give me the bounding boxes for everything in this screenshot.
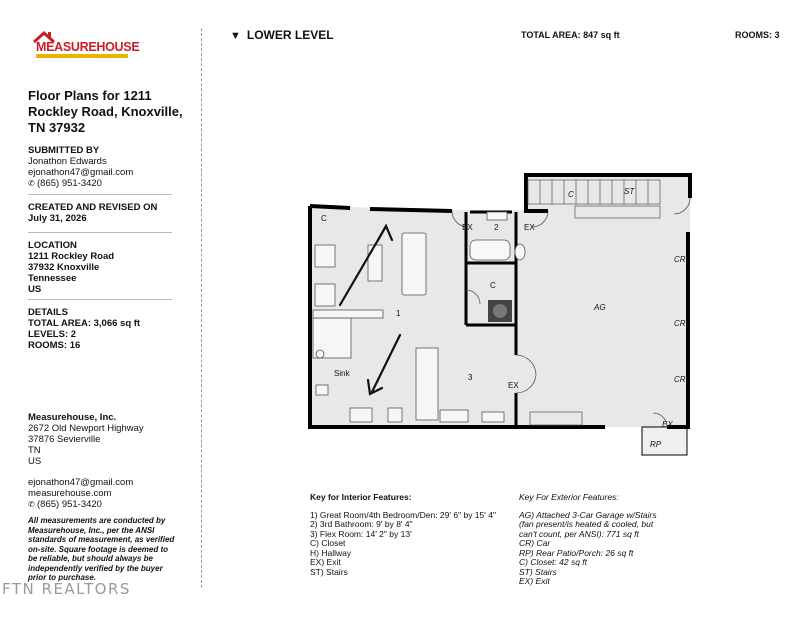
- label-sink: Sink: [334, 369, 350, 378]
- created-section: [28, 202, 178, 224]
- key-item: C) Closet: [310, 538, 346, 548]
- level-title-text: LOWER LEVEL: [246, 28, 334, 42]
- company-section: [28, 412, 178, 510]
- label-car-2: CR: [674, 319, 686, 328]
- phone-icon: ✆: [28, 500, 35, 509]
- submitter-phone-number: (865) 951-3420: [37, 178, 102, 189]
- label-car-3: CR: [674, 375, 686, 384]
- key-item: CR) Car: [519, 538, 551, 548]
- key-exterior-heading: Key For Exterior Features:: [519, 492, 619, 502]
- sidebar-divider: [201, 28, 202, 588]
- phone-icon: ✆: [28, 179, 35, 188]
- key-item: RP) Rear Patio/Porch: 26 sq ft: [519, 547, 634, 558]
- label-bathroom: 2: [494, 223, 499, 232]
- label-exit-patio: EX: [662, 420, 673, 429]
- details-total-area: TOTAL AREA: 3,066 sq ft: [28, 318, 141, 329]
- company-city: 37876 Sevierville: [28, 434, 101, 445]
- submitter-phone[interactable]: [28, 178, 178, 189]
- company-website[interactable]: measurehouse.com: [28, 488, 112, 499]
- label-exit-right: EX: [524, 223, 535, 232]
- location-country: US: [28, 284, 42, 295]
- disclaimer: All measurements are conducted by Measurehouse, Inc., per the ANSI standards of measurement, as verified on-site. Square footage is deemed to be reliable, but should always be independently verified by the buyer prior to purchase.: [28, 516, 175, 582]
- key-item: H) Hallway: [310, 547, 352, 558]
- details-heading: DETAILS: [28, 307, 68, 318]
- label-exit-left: EX: [462, 223, 473, 232]
- label-stairs: ST: [624, 187, 635, 196]
- company-name: Measurehouse, Inc.: [28, 412, 117, 423]
- divider: [28, 194, 172, 195]
- key-item: C) Closet: 42 sq ft: [519, 557, 588, 567]
- details-section: [28, 307, 178, 351]
- watermark: FTN REALTORS: [2, 580, 131, 598]
- location-section: [28, 240, 178, 295]
- company-phone-number: (865) 951-3420: [37, 499, 102, 510]
- key-item: EX) Exit: [519, 576, 550, 586]
- company-street: 2672 Old Newport Highway: [28, 423, 144, 434]
- floor-plan: [300, 168, 696, 462]
- label-exit-flex: EX: [508, 381, 519, 390]
- details-levels: LEVELS: 2: [28, 329, 77, 340]
- plan-title: Floor Plans for 1211 Rockley Road, Knoxville, TN 37932: [28, 88, 183, 135]
- key-interior-heading: Key for Interior Features:: [310, 492, 412, 502]
- key-item: 2) 3rd Bathroom: 9' by 8' 4": [310, 519, 413, 529]
- label-great-room: 1: [396, 309, 401, 318]
- submitted-heading: SUBMITTED BY: [28, 145, 100, 156]
- location-heading: LOCATION: [28, 240, 77, 251]
- label-garage-closet: C: [568, 190, 574, 199]
- location-city: 37932 Knoxville: [28, 262, 100, 273]
- divider: [28, 299, 172, 300]
- level-title: [230, 28, 334, 42]
- key-item: ST) Stairs: [519, 566, 557, 577]
- key-item: AG) Attached 3-Car Garage w/Stairs (fan present/is heated & cooled, but can't count, per ANSI): 771 sq ft: [519, 509, 657, 539]
- submitter-name: Jonathon Edwards: [28, 156, 107, 167]
- key-interior: [310, 493, 510, 577]
- label-patio: RP: [650, 440, 662, 449]
- submitted-section: [28, 145, 178, 189]
- key-exterior: [519, 493, 669, 587]
- company-phone[interactable]: [28, 499, 178, 510]
- sidebar: [0, 0, 200, 618]
- logo-underline: [36, 54, 128, 58]
- submitter-email[interactable]: ejonathon47@gmail.com: [28, 167, 134, 178]
- header-total-area: TOTAL AREA: 847 sq ft: [521, 30, 620, 40]
- company-email[interactable]: ejonathon47@gmail.com: [28, 477, 134, 488]
- created-date: July 31, 2026: [28, 213, 87, 224]
- key-item: 3) Flex Room: 14' 2" by 13': [310, 528, 412, 539]
- details-rooms: ROOMS: 16: [28, 340, 81, 351]
- label-flex-room: 3: [468, 373, 473, 382]
- measurehouse-logo: [32, 30, 140, 60]
- label-garage: AG: [594, 303, 606, 312]
- label-closet-mid: C: [490, 281, 496, 290]
- logo-text: MEASUREHOUSE: [36, 40, 140, 54]
- location-state: Tennessee: [28, 273, 77, 284]
- location-street: 1211 Rockley Road: [28, 251, 115, 262]
- header-rooms: ROOMS: 3: [735, 30, 780, 40]
- triangle-down-icon: ▼: [230, 30, 241, 42]
- key-item: 1) Great Room/4th Bedroom/Den: 29' 6" by 15' 4": [310, 509, 496, 520]
- label-closet: C: [321, 214, 327, 223]
- company-country: US: [28, 456, 42, 467]
- divider: [28, 232, 172, 233]
- key-item: EX) Exit: [310, 557, 341, 567]
- key-item: ST) Stairs: [310, 566, 348, 577]
- created-heading: CREATED AND REVISED ON: [28, 202, 158, 213]
- label-car-1: CR: [674, 255, 686, 264]
- company-state: TN: [28, 445, 41, 456]
